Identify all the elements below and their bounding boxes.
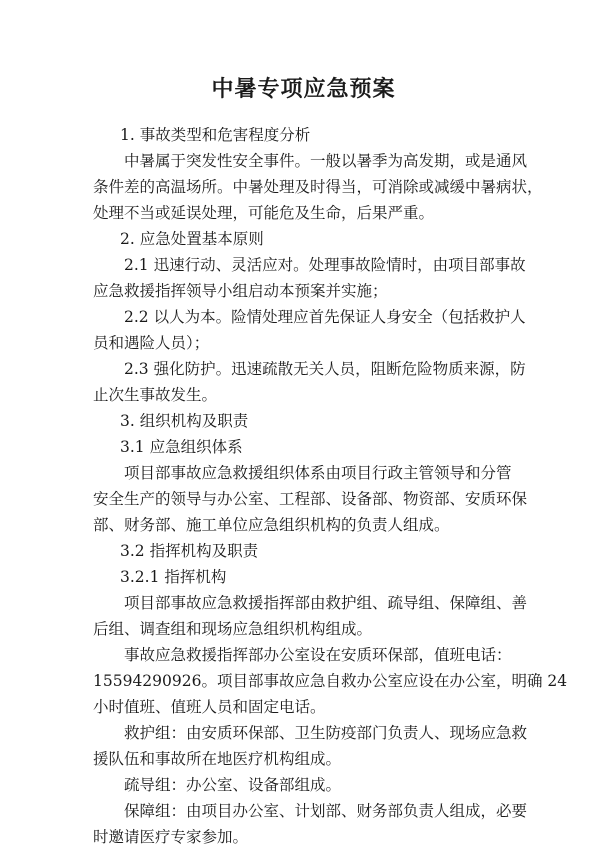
paragraph-line: 2.1 迅速行动、灵活应对。处理事故险情时，由项目部事故	[124, 256, 526, 274]
section-heading: 1. 事故类型和危害程度分析	[120, 126, 311, 144]
paragraph-line: 15594290926。项目部事故应急自救办公室应设在办公室，明确 24	[93, 672, 568, 690]
paragraph-line: 止次生事故发生。	[93, 386, 218, 404]
section-heading: 3.2.1 指挥机构	[120, 568, 227, 586]
paragraph-line: 员和遇险人员）；	[93, 334, 210, 352]
paragraph-line: 疏导组：办公室、设备部组成。	[124, 776, 342, 794]
section-heading: 3. 组织机构及职责	[120, 412, 249, 430]
document-body	[93, 122, 568, 850]
paragraph-line: 项目部事故应急救援组织体系由项目行政主管领导和分管	[124, 464, 512, 482]
paragraph-line: 后组、调查组和现场应急组织机构组成。	[93, 620, 373, 638]
paragraph-line: 处理不当或延误处理，可能危及生命，后果严重。	[93, 204, 435, 222]
paragraph-line: 安全生产的领导与办公室、工程部、设备部、物资部、安质环保	[93, 490, 528, 508]
paragraph-line: 2.2 以人为本。险情处理应首先保证人身安全（包括救护人	[124, 308, 526, 326]
document-title: 中暑专项应急预案	[211, 76, 396, 102]
section-heading: 2. 应急处置基本原则	[120, 230, 264, 248]
section-heading: 3.1 应急组织体系	[120, 438, 243, 456]
section-heading: 3.2 指挥机构及职责	[120, 542, 259, 560]
paragraph-line: 事故应急救援指挥部办公室设在安质环保部，值班电话：	[124, 646, 512, 664]
paragraph-line: 项目部事故应急救援指挥部由救护组、疏导组、保障组、善	[124, 594, 528, 612]
paragraph-line: 援队伍和事故所在地医疗机构组成。	[93, 750, 342, 768]
paragraph-line: 保障组：由项目办公室、计划部、财务部负责人组成，必要	[124, 802, 528, 820]
paragraph-line: 救护组：由安质环保部、卫生防疫部门负责人、现场应急救	[124, 724, 528, 742]
paragraph-line: 小时值班、值班人员和固定电话。	[93, 698, 326, 716]
paragraph-line: 时邀请医疗专家参加。	[93, 828, 249, 846]
paragraph-line: 应急救援指挥领导小组启动本预案并实施；	[93, 282, 388, 300]
paragraph-line: 2.3 强化防护。迅速疏散无关人员，阻断危险物质来源，防	[124, 360, 526, 378]
paragraph-line: 部、财务部、施工单位应急组织机构的负责人组成。	[93, 516, 450, 534]
paragraph-line: 条件差的高温场所。中暑处理及时得当，可消除或减缓中暑病状，	[93, 178, 543, 196]
paragraph-line: 中暑属于突发性安全事件。一般以暑季为高发期，或是通风	[124, 152, 528, 170]
